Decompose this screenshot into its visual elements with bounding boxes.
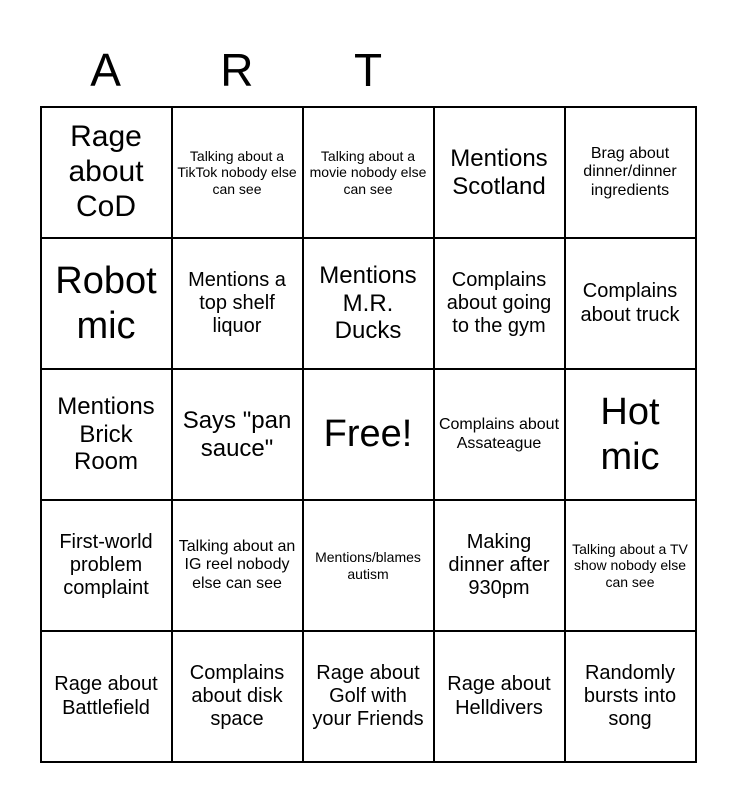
- bingo-cell-text: Brag about dinner/dinner ingredients: [583, 144, 677, 199]
- bingo-row: [41, 238, 696, 369]
- bingo-cell-text: Says "pan sauce": [182, 406, 292, 462]
- bingo-cell-text: Robot mic: [55, 260, 157, 347]
- bingo-cell[interactable]: [565, 238, 696, 369]
- bingo-cell-text: Rage about Golf with your Friends: [312, 661, 424, 731]
- bingo-cell[interactable]: [172, 631, 303, 762]
- bingo-cell[interactable]: [434, 369, 565, 500]
- bingo-cell[interactable]: [434, 500, 565, 631]
- bingo-cell-text: Rage about Helldivers: [447, 673, 551, 719]
- bingo-cell-text: Rage about CoD: [68, 120, 144, 223]
- bingo-cell-text: Talking about a TikTok nobody else can see: [177, 148, 297, 197]
- bingo-cell-text: Hot mic: [600, 391, 660, 478]
- bingo-cell[interactable]: [41, 500, 172, 631]
- bingo-cell-text: Complains about Assateague: [438, 415, 560, 452]
- bingo-cell-text: First-world problem complaint: [59, 530, 153, 600]
- bingo-cell-text: Talking about a movie nobody else can see: [309, 148, 427, 197]
- bingo-cell[interactable]: [434, 238, 565, 369]
- bingo-row: [41, 107, 696, 238]
- bingo-cell-text: Mentions Brick Room: [57, 392, 155, 476]
- bingo-row: [41, 631, 696, 762]
- bingo-cell[interactable]: [434, 631, 565, 762]
- board-title: [40, 0, 696, 98]
- bingo-cell-text: Complains about disk space: [189, 661, 285, 731]
- bingo-cell-free[interactable]: [303, 369, 434, 500]
- bingo-cell-text: Mentions/blames autism: [315, 549, 421, 582]
- title-letter-2: R: [220, 44, 254, 96]
- title-letter-3: T: [353, 44, 383, 96]
- bingo-cell-text: Making dinner after 930pm: [448, 530, 550, 600]
- bingo-cell[interactable]: [41, 238, 172, 369]
- bingo-cell[interactable]: [565, 107, 696, 238]
- bingo-cell[interactable]: [41, 369, 172, 500]
- bingo-cell[interactable]: [565, 631, 696, 762]
- bingo-row: [41, 369, 696, 500]
- bingo-cell-text: Mentions a top shelf liquor: [188, 268, 286, 338]
- bingo-cell-text: Complains about truck: [580, 280, 680, 326]
- bingo-cell[interactable]: [41, 631, 172, 762]
- bingo-cell[interactable]: [303, 631, 434, 762]
- title-letter-5: [565, 42, 696, 98]
- bingo-row: [41, 500, 696, 631]
- title-letter-1: A: [90, 44, 121, 96]
- bingo-cell[interactable]: [172, 369, 303, 500]
- bingo-cell[interactable]: [172, 500, 303, 631]
- bingo-cell-text: Talking about a TV show nobody else can see: [572, 541, 688, 590]
- bingo-cell[interactable]: [434, 107, 565, 238]
- bingo-cell-text: Mentions M.R. Ducks: [319, 261, 417, 345]
- bingo-cell[interactable]: [565, 500, 696, 631]
- bingo-cell-text: Free!: [323, 413, 413, 456]
- bingo-cell-text: Randomly bursts into song: [583, 661, 677, 731]
- bingo-cell[interactable]: [41, 107, 172, 238]
- title-letter-4: [434, 42, 565, 98]
- bingo-grid: [40, 106, 697, 763]
- bingo-cell-text: Mentions Scotland: [450, 144, 548, 200]
- bingo-cell[interactable]: [303, 107, 434, 238]
- bingo-cell[interactable]: [172, 107, 303, 238]
- bingo-cell-text: Rage about Battlefield: [54, 673, 158, 719]
- bingo-cell[interactable]: [565, 369, 696, 500]
- bingo-cell-text: Complains about going to the gym: [446, 268, 552, 338]
- bingo-cell[interactable]: [172, 238, 303, 369]
- bingo-cell-text: Talking about an IG reel nobody else can see: [178, 537, 296, 592]
- bingo-cell[interactable]: [303, 238, 434, 369]
- bingo-cell[interactable]: [303, 500, 434, 631]
